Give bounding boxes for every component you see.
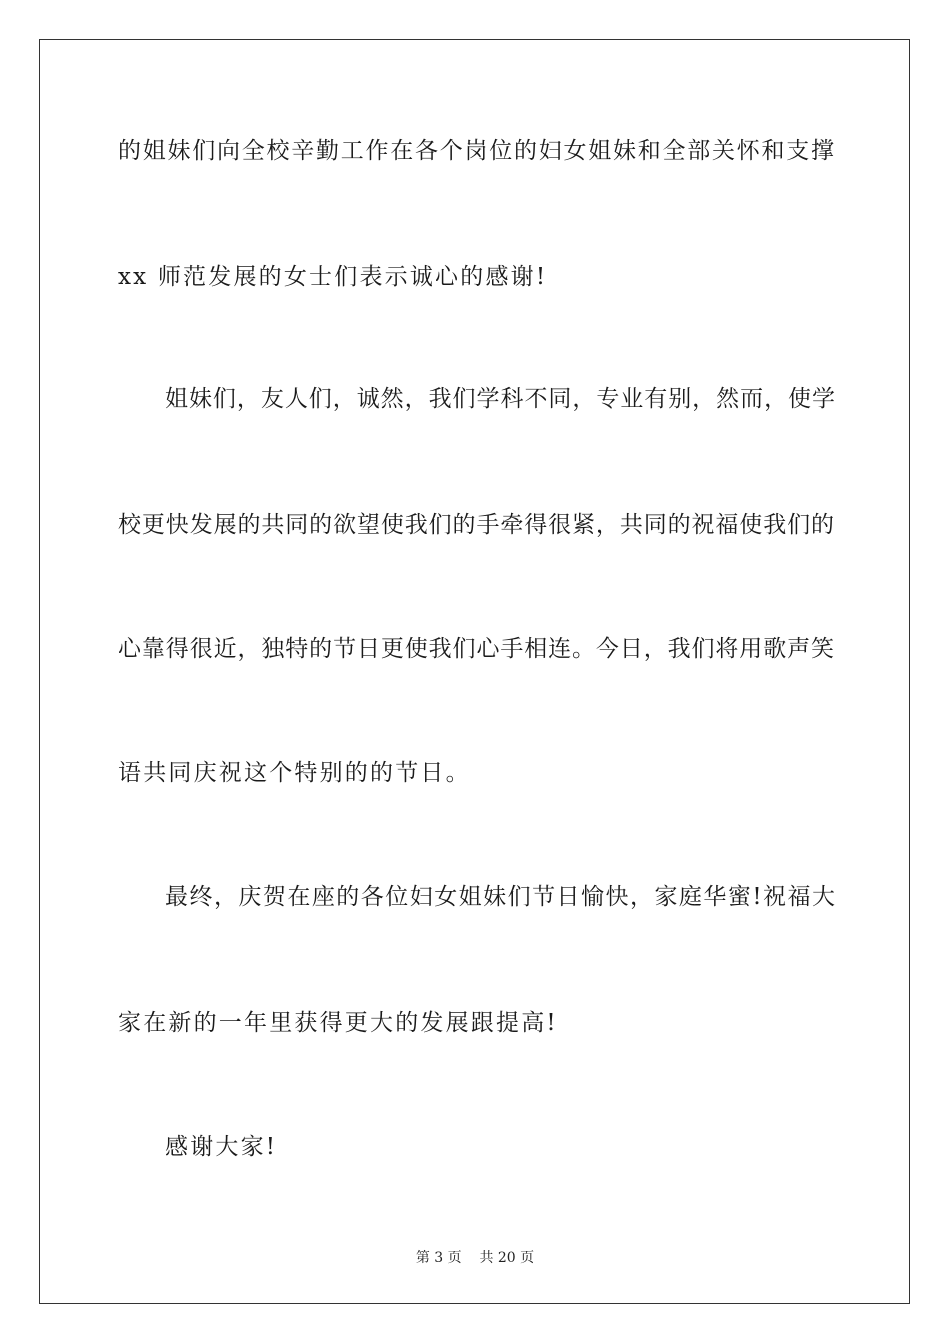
paragraph-line-6: 语共同庆祝这个特别的的节日。 (118, 760, 471, 786)
paragraph-line-3: 姐妹们，友人们，诚然，我们学科不同，专业有别，然而，使学 (165, 386, 835, 412)
paragraph-line-7: 最终，庆贺在座的各位妇女姐妹们节日愉快，家庭华蜜!祝福大 (165, 884, 835, 910)
paragraph-line-1: 的姐妹们向全校辛勤工作在各个岗位的妇女姐妹和全部关怀和支撑 (118, 138, 834, 164)
page-footer (0, 1248, 950, 1268)
paragraph-line-4: 校更快发展的共同的欲望使我们的手牵得很紧，共同的祝福使我们的 (118, 512, 834, 538)
page-total: 共 20 页 (479, 1250, 535, 1266)
paragraph-line-5: 心靠得很近，独特的节日更使我们心手相连。今日，我们将用歌声笑 (118, 636, 834, 662)
page-number: 第 3 页 (415, 1250, 462, 1266)
paragraph-line-9: 感谢大家! (165, 1134, 278, 1160)
paragraph-line-8: 家在新的一年里获得更大的发展跟提高! (118, 1010, 558, 1036)
paragraph-line-2: xx 师范发展的女士们表示诚心的感谢! (118, 264, 548, 290)
page-border (39, 39, 910, 1304)
